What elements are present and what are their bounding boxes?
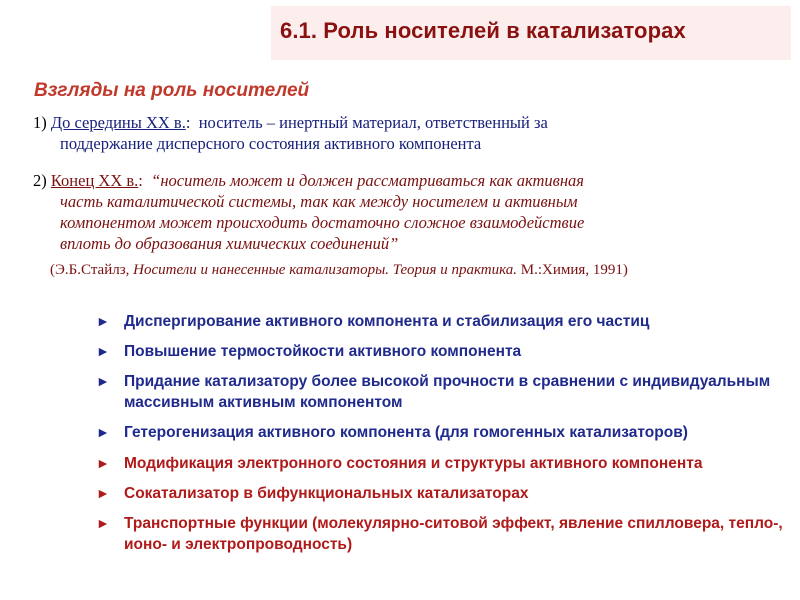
- view-number: 2): [33, 171, 47, 190]
- citation-author: (Э.Б.Стайлз,: [50, 262, 130, 278]
- list-item-text: Модификация электронного состояния и структуры активного компонента: [124, 455, 703, 472]
- view-period: До середины XX в.: [50, 113, 186, 132]
- view-text-line: поддержание дисперсного состояния активного компонента: [60, 134, 482, 153]
- view-quote-line: вплоть до образования химических соединений”: [60, 234, 399, 253]
- list-item-text: Гетерогенизация активного компонента (для гомогенных катализаторов): [124, 424, 688, 441]
- view-colon: :: [185, 113, 191, 132]
- bullet-arrow-icon: ►: [96, 455, 110, 471]
- view-text-line: носитель – инертный материал, ответственный за: [198, 113, 548, 132]
- view-number: 1): [33, 113, 47, 132]
- list-item: [96, 341, 786, 362]
- citation-publisher: М.:Химия, 1991): [520, 262, 628, 278]
- bullet-arrow-icon: ►: [96, 313, 110, 329]
- view-period: Конец XX в.: [50, 171, 139, 190]
- list-item-text: Сокатализатор в бифункциональных катализаторах: [124, 485, 529, 502]
- role-list: [96, 311, 786, 564]
- view-quote-line: компонентом может происходить достаточно сложное взаимодействие: [60, 213, 585, 232]
- list-item-text: Повышение термостойкости активного компонента: [124, 343, 522, 360]
- section-heading: Взгляды на роль носителей: [34, 80, 310, 101]
- bullet-arrow-icon: ►: [96, 515, 110, 531]
- view-colon: :: [138, 171, 143, 190]
- bullet-arrow-icon: ►: [96, 424, 110, 440]
- page-title: 6.1. Роль носителей в катализаторах: [280, 18, 686, 43]
- view-quote-line: часть каталитической системы, так как между носителем и активным: [60, 192, 578, 211]
- view-quote-line: “носитель может и должен рассматриваться как активная: [151, 171, 584, 190]
- list-item: [96, 453, 786, 474]
- view-item-2: [33, 170, 753, 254]
- list-item: [96, 422, 786, 443]
- list-item-text: Транспортные функции (молекулярно-ситовой эффект, явление спилловера, тепло-, ионо- и электропроводность): [124, 515, 783, 553]
- list-item-text: Диспергирование активного компонента и стабилизация его частиц: [124, 313, 650, 330]
- list-item: [96, 513, 786, 555]
- list-item: [96, 311, 786, 332]
- bullet-arrow-icon: ►: [96, 373, 110, 389]
- citation-work: Носители и нанесенные катализаторы. Теория и практика.: [133, 262, 518, 278]
- list-item: [96, 483, 786, 504]
- list-item-text: Придание катализатору более высокой прочности в сравнении с индивидуальным массивным активным компонентом: [124, 373, 771, 411]
- citation: [50, 262, 628, 279]
- bullet-arrow-icon: ►: [96, 343, 110, 359]
- list-item: [96, 371, 786, 413]
- bullet-arrow-icon: ►: [96, 485, 110, 501]
- view-item-1: [33, 112, 753, 154]
